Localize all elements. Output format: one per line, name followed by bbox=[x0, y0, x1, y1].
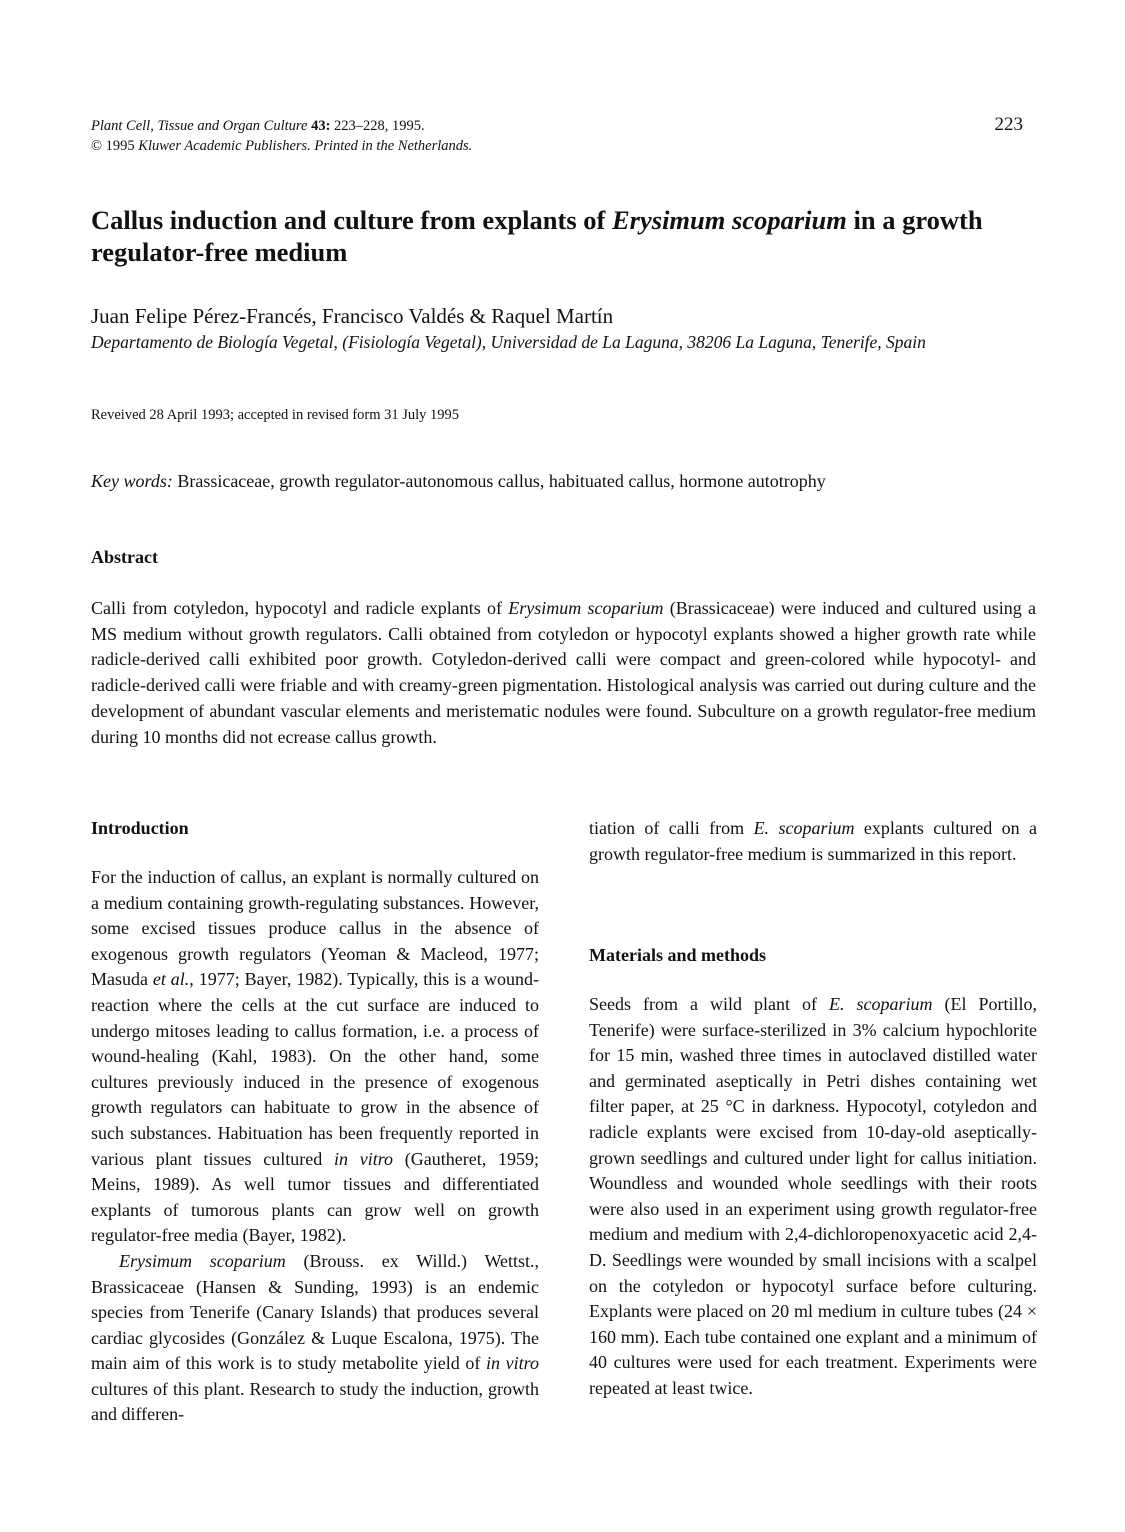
journal-citation bbox=[91, 116, 1041, 136]
intro-paragraph-1: For the induction of callus, an explant is normally cultured on a medium containing growth-regulating substances. However, some excised tissues produce callus in the absence of exogenous growth regulators (Yeoman & Macleod, 1977; Masuda et al., 1977; Bayer, 1982). Typically, this is a wound-reaction where the cells at the cut surface are induced to undergo mitoses leading to callus formation, i.e. a process of wound-healing (Kahl, 1983). On the other hand, some cultures previously induced in the presence of exogenous growth regulators can habituate to grow in the absence of such substances. Habituation has been frequently reported in various plant tissues cultured in vitro (Gautheret, 1959; Meins, 1989). As well tumor tissues and differentiated explants of tumorous plants can grow well on growth regulator-free media (Bayer, 1982). bbox=[91, 867, 539, 1246]
received-date: Reveived 28 April 1993; accepted in revised form 31 July 1995 bbox=[91, 407, 460, 423]
methods-column bbox=[589, 992, 1037, 1402]
journal-name: Plant Cell, Tissue and Organ Culture bbox=[91, 118, 308, 134]
intro-paragraph-2: Erysimum scoparium (Brouss. ex Willd.) Wettst., Brassicaceae (Hansen & Sunding, 1993) is an endemic species from Tenerife (Canary Islands) that produces several cardiac glycosides (González & Luque Escalona, 1975). The main aim of this work is to study metabolite yield of in vitro cultures of this plant. Research to study the induction, growth and differen- bbox=[91, 1250, 539, 1425]
abstract-text: Calli from cotyledon, hypocotyl and radicle explants of Erysimum scoparium (Brassicaceae) were induced and cultured using a MS medium without growth regulators. Calli obtained from cotyledon or hypocotyl explants showed a higher growth rate while radicle-derived calli exhibited poor growth. Cotyledon-derived calli were compact and green-colored while hypocotyl- and radicle-derived calli were friable and with creamy-green pigmentation. Histological analysis was carried out during culture and the development of abundant vascular elements and meristematic nodules were found. Subculture on a growth regulator-free medium during 10 months did not ecrease callus growth. bbox=[91, 598, 1036, 747]
page-number: 223 bbox=[994, 114, 1023, 135]
copyright-year: 1995 bbox=[102, 138, 139, 154]
abstract-heading: Abstract bbox=[91, 547, 158, 567]
journal-pages-year: 223–228, 1995. bbox=[330, 118, 425, 134]
methods-heading: Materials and methods bbox=[589, 945, 766, 965]
copyright-icon: © bbox=[91, 138, 103, 154]
copyright-line bbox=[91, 136, 1041, 156]
publisher-note: Kluwer Academic Publishers. Printed in the Netherlands. bbox=[138, 138, 473, 154]
introduction-column bbox=[91, 865, 539, 1428]
intro-continuation: tiation of calli from E. scoparium explants cultured on a growth regulator-free medium is summarized in this report. bbox=[589, 818, 1038, 864]
keywords-label: Key words: bbox=[91, 471, 173, 491]
paper-title: Callus induction and culture from explants of Erysimum scoparium in a growth regulator-free medium bbox=[91, 205, 983, 267]
author-list: Juan Felipe Pérez-Francés, Francisco Valdés & Raquel Martín bbox=[91, 304, 614, 328]
methods-paragraph-1: Seeds from a wild plant of E. scoparium (El Portillo, Tenerife) were surface-sterilized in 3% calcium hypochlorite for 15 min, washed three times in autoclaved distilled water and germinated aseptically in Petri dishes containing wet filter paper, at 25 °C in darkness. Hypocotyl, cotyledon and radicle explants were excised from 10-day-old aseptically-grown seedlings and cultured under light for callus initiation. Woundless and wounded whole seedlings with their roots were also used in an experiment using growth regulator-free medium and medium with 2,4-dichloropenoxyacetic acid 2,4-D. Seedlings were wounded by small incisions with a scalpel on the cotyledon or hypocotyl surface before culturing. Explants were placed on 20 ml medium in culture tubes (24 × 160 mm). Each tube contained one explant and a minimum of 40 cultures were used for each treatment. Experiments were repeated at least twice. bbox=[589, 994, 1037, 1398]
introduction-heading: Introduction bbox=[91, 818, 189, 838]
keywords bbox=[91, 469, 1041, 493]
affiliation: Departamento de Biología Vegetal, (Fisiología Vegetal), Universidad de La Laguna, 38206 La Laguna, Tenerife, Spain bbox=[91, 332, 926, 352]
journal-volume: 43: bbox=[311, 118, 331, 134]
keywords-text: Brassicaceae, growth regulator-autonomous callus, habituated callus, hormone autotrophy bbox=[172, 471, 826, 491]
title-species: Erysimum scoparium bbox=[612, 205, 847, 235]
journal-header bbox=[91, 116, 1041, 156]
